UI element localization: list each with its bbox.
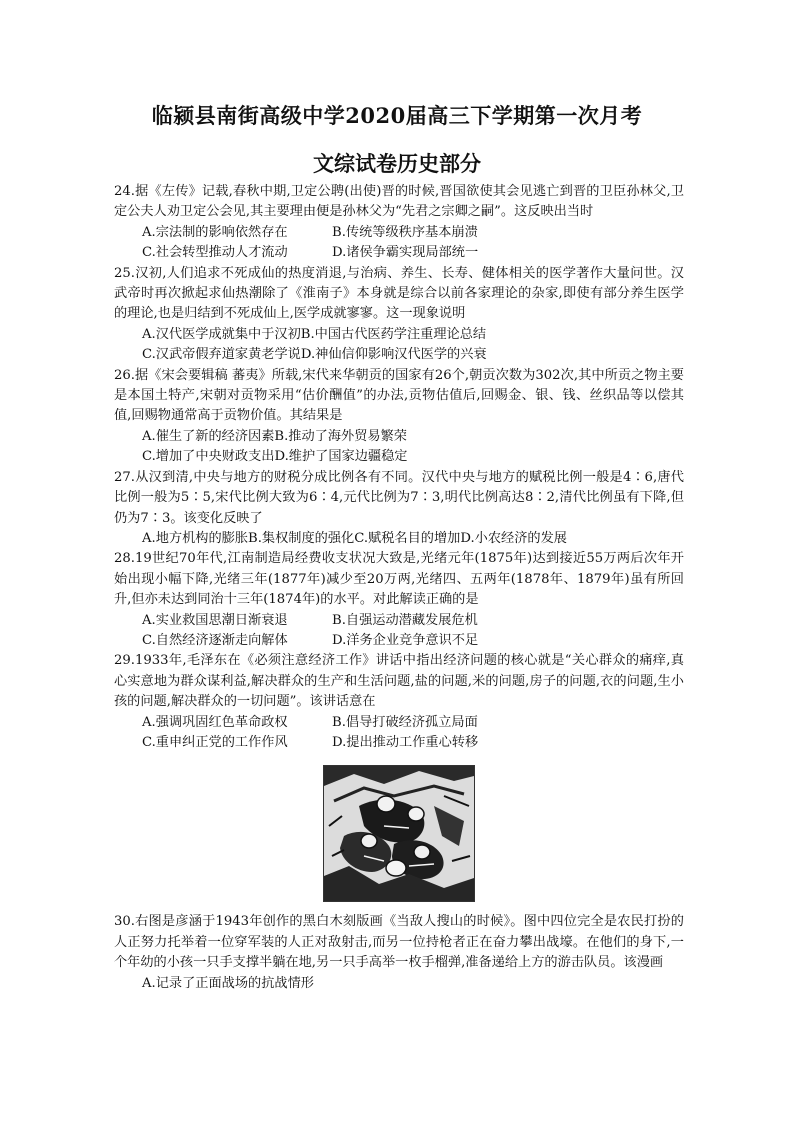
question-30-option-a: A.记录了正面战场的抗战情形: [142, 975, 314, 991]
woodcut-illustration: [324, 766, 474, 901]
woodcut-print-image: [323, 765, 475, 902]
question-28-option-b: B.自强运动潜藏发展危机: [332, 612, 478, 628]
question-25-options-row1: A.汉代医学成就集中于汉初B.中国古代医药学注重理论总结: [142, 326, 487, 342]
question-25-stem: 25.汉初,人们追求不死成仙的热度消退,与治病、养生、长寿、健体相关的医学著作大量问世。汉武帝时再次掀起求仙热潮除了《淮南子》本身就是综合以前各家理论的杂家,即使有部分养生医学的理论,也是归结到不死成仙上,医学成就寥寥。这一现象说明: [114, 265, 684, 322]
question-26-stem: 26.据《宋会要辑稿 蕃夷》所载,宋代来华朝贡的国家有26个,朝贡次数为302次,其中所贡之物主要是本国土特产,宋朝对贡物采用“估价酬值”的办法,贡物估值后,回赐金、银、钱、丝织品等以偿其值,回赐物通常高于贡物价值。其结果是: [114, 367, 684, 424]
question-28-option-d: D.洋务企业竞争意识不足: [332, 632, 479, 648]
exam-subtitle: 文综试卷历史部分: [313, 151, 481, 176]
question-28-options-row2: [142, 631, 684, 651]
question-24-options-row2: [142, 243, 684, 263]
question-24-option-b: B.传统等级秩序基本崩溃: [332, 224, 478, 240]
question-29-option-d: D.提出推动工作重心转移: [332, 734, 479, 750]
question-25-options-row2: C.汉武帝假弃道家黄老学说D.神仙信仰影响汉代医学的兴衰: [142, 347, 487, 363]
question-29-option-b: B.倡导打破经济孤立局面: [332, 714, 478, 730]
question-28-stem: 28.19世纪70年代,江南制造局经费收支状况大致是,光绪元年(1875年)达到接近55万两后次年开始出现小幅下降,光绪三年(1877年)减少至20万两,光绪四、五两年(1878年、1879年)虽有所回升,但亦未达到同治十三年(1874年)的水平。对此解读正确的是: [114, 551, 684, 608]
question-29-options-row1: [142, 713, 684, 733]
question-24-option-c: C.社会转型推动人才流动: [142, 245, 288, 261]
question-26-options-row2: C.增加了中央财政支出D.维护了国家边疆稳定: [142, 449, 408, 465]
question-28-option-c: C.自然经济逐渐走向解体: [142, 632, 288, 648]
question-24-stem: 24.据《左传》记载,春秋中期,卫定公聘(出使)晋的时候,晋国欲使其会见逃亡到晋的卫臣孙林父,卫定公夫人劝卫定公会见,其主要理由便是孙林父为“先君之宗卿之嗣”。这反映出当时: [114, 184, 684, 220]
question-28-option-a: A.实业救国思潮日渐衰退: [142, 612, 288, 628]
question-29-options-row2: [142, 733, 684, 753]
question-24-option-a: A.宗法制的影响依然存在: [142, 224, 288, 240]
question-27-stem: 27.从汉到清,中央与地方的财税分成比例各有不同。汉代中央与地方的赋税比例一般是4∶6,唐代比例一般为5∶5,宋代比例大致为6∶4,元代比例为7∶3,明代比例高达8∶2,清代比例虽有下降,但仍为7∶3。该变化反映了: [114, 469, 684, 526]
question-26-options-row1: A.催生了新的经济因素B.推动了海外贸易繁荣: [142, 428, 407, 444]
question-24-options-row1: [142, 223, 684, 243]
question-29-option-c: C.重申纠正党的工作作风: [142, 734, 288, 750]
exam-content: [114, 182, 684, 994]
question-24-option-d: D.诸侯争霸实现局部统一: [332, 245, 479, 261]
exam-title: 临颍县南街高级中学2020届高三下学期第一次月考: [151, 103, 643, 128]
question-29-stem: 29.1933年,毛泽东在《必须注意经济工作》讲话中指出经济问题的核心就是“关心群众的痛痒,真心实意地为群众谋利益,解决群众的生产和生活问题,盐的问题,米的问题,房子的问题,衣的问题,生小孩的问题,解决群众的一切问题”。该讲话意在: [114, 653, 684, 710]
question-29-option-a: A.强调巩固红色革命政权: [142, 714, 288, 730]
question-30-stem: 30.右图是彦涵于1943年创作的黑白木刻版画《当敌人搜山的时候》。图中四位完全是农民打扮的人正努力托举着一位穿军装的人正对敌射击,而另一位持枪者正在奋力攀出战壕。在他们的身下,一个年幼的小孩一只手支撑半躺在地,另一只手高举一枚手榴弹,准备递给上方的游击队员。该漫画: [114, 914, 684, 971]
question-27-options-row1: A.地方机构的膨胀B.集权制度的强化C.赋税名目的增加D.小农经济的发展: [142, 530, 567, 546]
question-28-options-row1: [142, 611, 684, 631]
